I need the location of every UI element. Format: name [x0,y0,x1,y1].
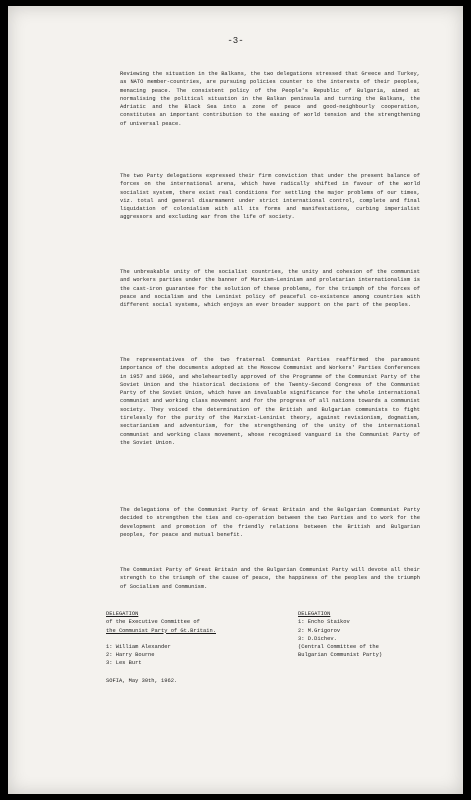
left-delegation-members [106,643,296,668]
document-page [8,6,463,794]
paragraph-balkans: Reviewing the situation in the Balkans, the two delegations stressed that Greece and Turkey, as NATO member-countries, are pursuing policies counter to the interests of their peoples, menacing peace. The consistent policy of the People's Republic of Bulgaria, aimed at normalising the political situation in the Balkan peninsula and turning the Balkans, the Adriatic and the Black Sea into a zone of peace and good-neighbourly cooperation, constitutes an important contribution to the easing of world tension and the strengthening of universal peace. [120,71,420,127]
left-delegation-block [106,610,296,668]
document-date: SOFIA, May 30th, 1962. [106,678,178,684]
left-delegation-heading: DELEGATION [106,611,139,617]
right-member-3: 3: D.Dichev. [298,635,337,642]
left-delegation-line1: of the Executive Committee of [106,619,200,626]
left-member-1: 1: William Alexander [106,643,171,650]
right-delegation-members [298,618,448,643]
left-member-2: 2: Harry Bourne [106,652,155,659]
page-number: -3- [227,36,244,46]
right-delegation-note1: (Central Committee of the [298,644,379,651]
right-delegation-block [298,610,448,660]
right-delegation-heading: DELEGATION [298,611,331,617]
right-member-1: 1: Encho Staikov [298,619,350,626]
left-delegation-line2: the Communist Party of Gt.Britain. [106,627,216,634]
paragraph-balance-of-forces: The two Party delegations expressed their firm conviction that under the present balance of forces on the international arena, which have radically shifted in favour of the world socialist system, there exist real conditions for settling the major problems of our times, viz. total and general disarmament under strict international control, complete and final liquidation of colonialism with all its forms and manifestations, curbing imperialist aggressors and excluding war from the life of society. [120,173,420,221]
paragraph-representatives: The representatives of the two fraternal Communist Parties reaffirmed the paramount importance of the documents adopted at the Moscow Communist and Workers' Parties Conferences in 1957 and 1960, and wholeheartedly approved of the Programme of the Communist Party of the Soviet Union and the historical decisions of the Twenty-Second Congress of the Communist Party of the Soviet Union, which have an invaluable significance for the whole international communist and working class movement and for the progress of all nations towards a communist society. They voiced the determination of the British and Bulgarian communists to fight tirelessly for the purity of the Marxist-Leninist theory, against revisionism, dogmatism, sectarianism and adventurism, for the strengthening of the unity of the international communist and working class movement, whose recognised vanguard is the Communist Party of the Soviet Union. [120,357,420,446]
right-member-2: 2: M.Grigorov [298,627,341,634]
paragraph-cooperation: The delegations of the Communist Party of Great Britain and the Bulgarian Communist Party decided to strengthen the ties and co-operation between the two Parties and to work for the development and promotion of the friendly relations between the British and Bulgarian peoples, for peace and mutual benefit. [120,507,420,538]
paragraph-devotion: The Communist Party of Great Britain and the Bulgarian Communist Party will devote all their strength to the triumph of the cause of peace, the happiness of the peoples and the triumph of Socialism and Communism. [120,567,420,590]
right-delegation-note2: Bulgarian Communist Party) [298,652,383,659]
paragraph-unity: The unbreakable unity of the socialist countries, the unity and cohesion of the communist and workers parties under the banner of Marxism-Leninism and proletarian internationalism is the cast-iron guarantee for the solution of these problems, for the triumph of the forces of peace and socialism and the Leninist policy of peaceful co-existence among countries with different social systems, which enjoys an ever broader support on the part of the peoples. [120,269,420,309]
left-member-3: 3: Les Burt [106,660,142,667]
